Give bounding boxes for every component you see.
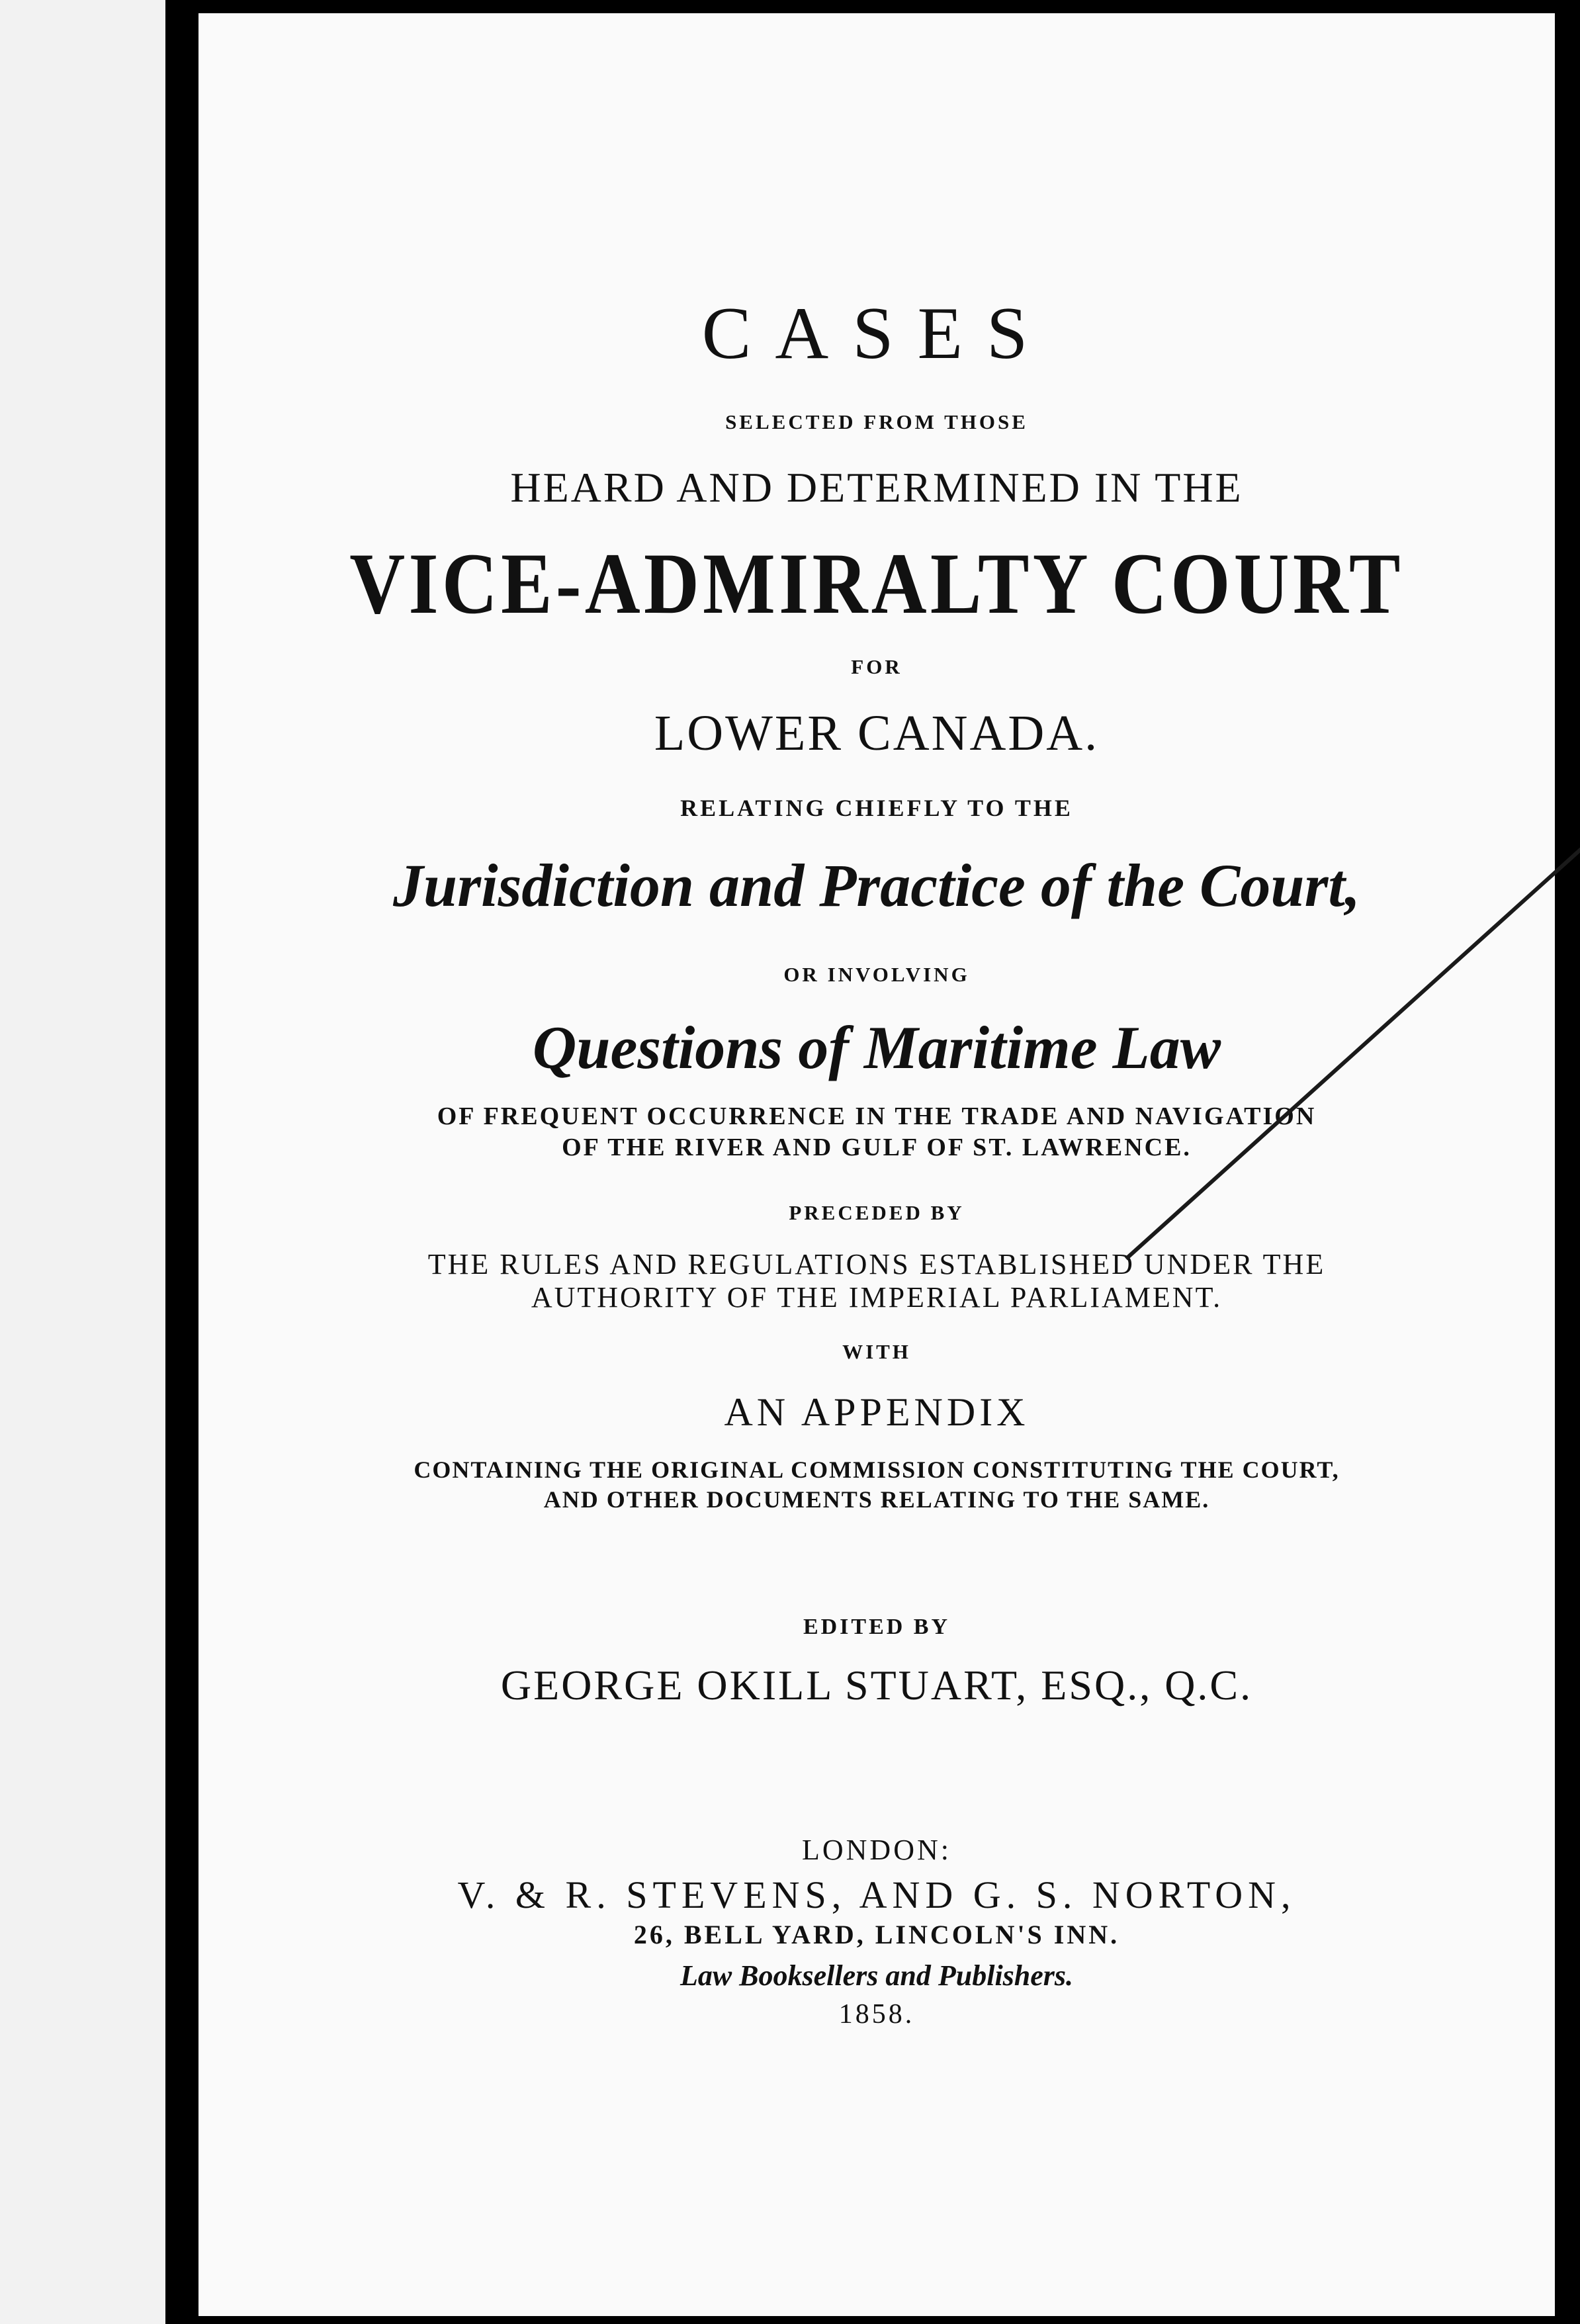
with-line: WITH [842,1340,911,1363]
relating-line: RELATING CHIEFLY TO THE [680,795,1073,821]
editor-name: GEORGE OKILL STUART, ESQ., Q.C. [500,1662,1253,1709]
other-docs-line: AND OTHER DOCUMENTS RELATING TO THE SAME. [543,1486,1210,1513]
rules-line: THE RULES AND REGULATIONS ESTABLISHED UNDER THE [427,1248,1326,1280]
edited-by-line: EDITED BY [803,1615,951,1639]
book-title: CASES [701,292,1052,375]
questions-line: Questions of Maritime Law [532,1014,1221,1081]
court-name: VICE-ADMIRALTY COURT [349,535,1404,632]
facing-page [0,0,165,2324]
or-involving-line: OR INVOLVING [783,963,970,986]
place-line: LONDON: [802,1834,951,1866]
preceded-line: PRECEDED BY [789,1201,965,1224]
publishers-line: V. & R. STEVENS, AND G. S. NORTON, [457,1873,1296,1916]
authority-line: AUTHORITY OF THE IMPERIAL PARLIAMENT. [531,1281,1223,1314]
river-line: OF THE RIVER AND GULF OF ST. LAWRENCE. [562,1134,1192,1161]
containing-line: CONTAINING THE ORIGINAL COMMISSION CONSTITUTING THE COURT, [414,1456,1340,1483]
frequent-line: OF FREQUENT OCCURRENCE IN THE TRADE AND NAVIGATION [437,1102,1317,1130]
jurisdiction-line: Jurisdiction and Practice of the Court, [393,852,1360,919]
page-edge [1555,0,1580,2324]
for-line: FOR [851,655,902,678]
title-page-text [198,0,1555,2324]
year-line: 1858. [838,1999,915,2030]
trade-line: Law Booksellers and Publishers. [680,1959,1074,1992]
heard-line: HEARD AND DETERMINED IN THE [510,464,1243,511]
appendix-line: AN APPENDIX [724,1390,1030,1434]
address-line: 26, BELL YARD, LINCOLN'S INN. [633,1920,1120,1949]
selected-line: SELECTED FROM THOSE [725,410,1028,433]
region-line: LOWER CANADA. [654,705,1100,761]
